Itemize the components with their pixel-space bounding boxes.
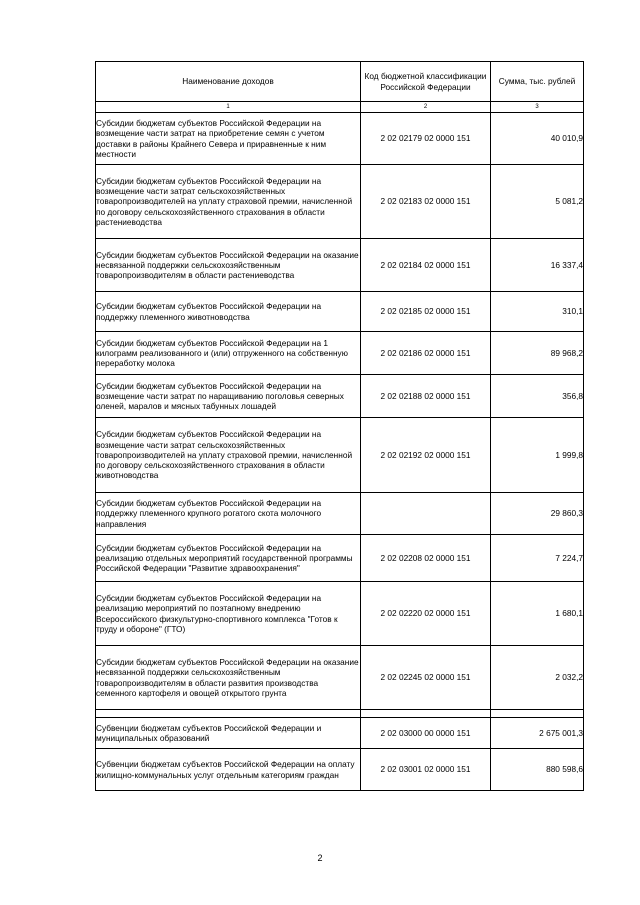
income-name: Субвенции бюджетам субъектов Российской Федерации на оплату жилищно-коммунальных услуг отдельным категориям граждан: [96, 749, 361, 791]
header-sum: Сумма, тыс. рублей: [491, 62, 584, 102]
table-row: [96, 582, 584, 646]
income-name: Субсидии бюджетам субъектов Российской Федерации на возмещение части затрат сельскохозяйственных товаропроизводителей на уплату страховой премии, начисленной по договору сельскохозяйственного страхования в области растениеводства: [96, 165, 361, 239]
page-number: 2: [317, 853, 323, 863]
table-row: [96, 165, 584, 239]
header-code: Код бюджетной классификации Российской Федерации: [361, 62, 491, 102]
budget-code: 2 02 02179 02 0000 151: [361, 113, 491, 165]
budget-code: 2 02 02185 02 0000 151: [361, 292, 491, 332]
income-name: Субсидии бюджетам субъектов Российской Федерации на реализацию мероприятий по поэтапному внедрению Всероссийского физкультурно-спортивного комплекса "Готов к труду и обороне" (ГТО): [96, 582, 361, 646]
amount: 29 860,3: [491, 493, 584, 535]
table-row: [96, 646, 584, 710]
column-number: 2: [361, 102, 491, 113]
amount: 40 010,9: [491, 113, 584, 165]
amount: 880 598,6: [491, 749, 584, 791]
header-row: [96, 62, 584, 102]
table-row: [96, 493, 584, 535]
column-number: 3: [491, 102, 584, 113]
table-row: [96, 535, 584, 582]
budget-code: 2 02 03001 02 0000 151: [361, 749, 491, 791]
budget-code: 2 02 02245 02 0000 151: [361, 646, 491, 710]
income-name: Субсидии бюджетам субъектов Российской Федерации на реализацию отдельных мероприятий государственной программы Российской Федерации "Развитие здравоохранения": [96, 535, 361, 582]
table-row: [96, 292, 584, 332]
income-table: [95, 61, 584, 791]
income-name: Субсидии бюджетам субъектов Российской Федерации на возмещение части затрат по наращиванию поголовья северных оленей, маралов и мясных табунных лошадей: [96, 375, 361, 418]
income-name: Субсидии бюджетам субъектов Российской Федерации на оказание несвязанной поддержки сельскохозяйственным товаропроизводителям в области растениеводства: [96, 239, 361, 292]
budget-code: 2 02 02208 02 0000 151: [361, 535, 491, 582]
table-row: [96, 239, 584, 292]
amount: 1 999,8: [491, 418, 584, 493]
amount: 310,1: [491, 292, 584, 332]
table-row: [96, 718, 584, 749]
budget-code: 2 02 03000 00 0000 151: [361, 718, 491, 749]
income-name: Субсидии бюджетам субъектов Российской Федерации на оказание несвязанной поддержки сельскохозяйственным товаропроизводителям в области развития производства семенного картофеля и овощей открытого грунта: [96, 646, 361, 710]
budget-code: 2 02 02220 02 0000 151: [361, 582, 491, 646]
table-row: [96, 332, 584, 375]
spacer-row: [96, 710, 584, 718]
amount: 7 224,7: [491, 535, 584, 582]
income-name: Субсидии бюджетам субъектов Российской Федерации на возмещение части затрат на приобретение семян с учетом доставки в районы Крайнего Севера и приравненные к ним местности: [96, 113, 361, 165]
table-row: [96, 749, 584, 791]
income-name: Субвенции бюджетам субъектов Российской Федерации и муниципальных образований: [96, 718, 361, 749]
table-row: [96, 375, 584, 418]
column-number: 1: [96, 102, 361, 113]
income-name: Субсидии бюджетам субъектов Российской Федерации на поддержку племенного крупного рогатого скота молочного направления: [96, 493, 361, 535]
amount: 2 675 001,3: [491, 718, 584, 749]
table-row: [96, 418, 584, 493]
amount: 89 968,2: [491, 332, 584, 375]
amount: 5 081,2: [491, 165, 584, 239]
budget-code: [361, 493, 491, 535]
budget-code: 2 02 02186 02 0000 151: [361, 332, 491, 375]
income-name: Субсидии бюджетам субъектов Российской Федерации на 1 килограмм реализованного и (или) отгруженного на собственную переработку молока: [96, 332, 361, 375]
table-row: [96, 113, 584, 165]
income-name: Субсидии бюджетам субъектов Российской Федерации на возмещение части затрат сельскохозяйственных товаропроизводителей на уплату страховой премии, начисленной по договору сельскохозяйственного страхования в области животноводства: [96, 418, 361, 493]
budget-code: 2 02 02192 02 0000 151: [361, 418, 491, 493]
amount: 16 337,4: [491, 239, 584, 292]
budget-code: 2 02 02183 02 0000 151: [361, 165, 491, 239]
column-number-row: [96, 102, 584, 113]
amount: 2 032,2: [491, 646, 584, 710]
amount: 1 680,1: [491, 582, 584, 646]
income-name: Субсидии бюджетам субъектов Российской Федерации на поддержку племенного животноводства: [96, 292, 361, 332]
budget-code: 2 02 02184 02 0000 151: [361, 239, 491, 292]
amount: 356,8: [491, 375, 584, 418]
header-name: Наименование доходов: [96, 62, 361, 102]
budget-code: 2 02 02188 02 0000 151: [361, 375, 491, 418]
